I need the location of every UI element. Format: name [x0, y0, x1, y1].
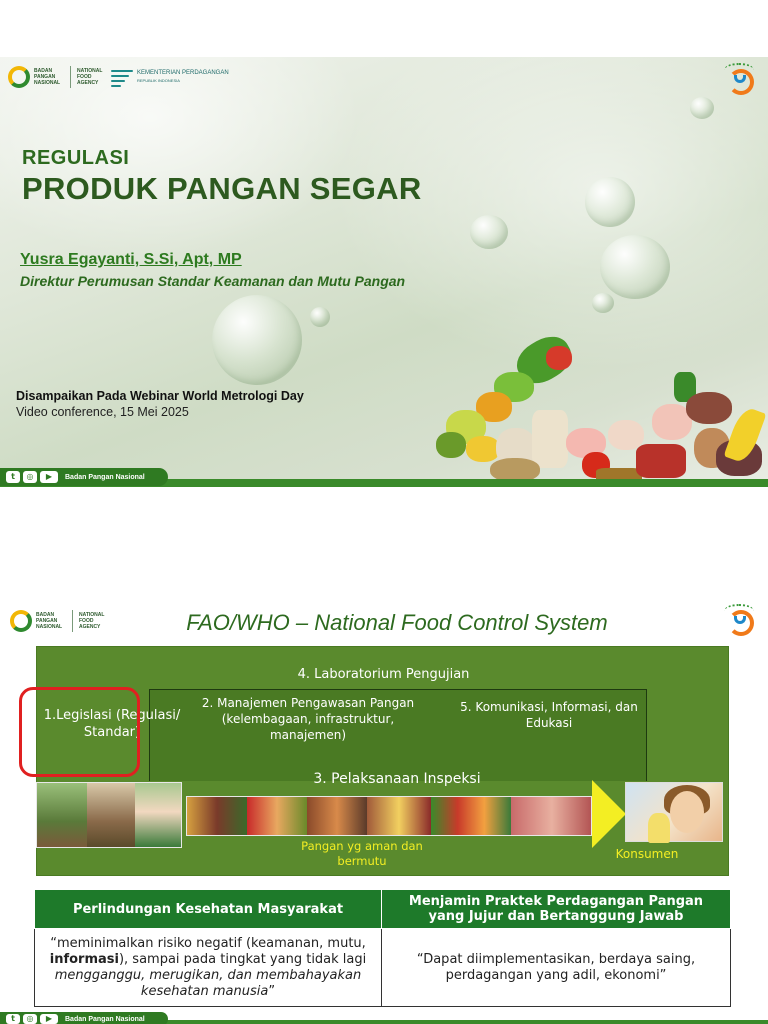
nfa-logo-text: NATIONAL FOOD AGENCY — [79, 612, 105, 630]
food-market-photos — [186, 796, 592, 836]
water-droplet — [470, 215, 508, 249]
safe-food-label: Pangan yg aman dan bermutu — [301, 839, 423, 868]
slide-title — [0, 610, 768, 636]
kemendag-name: KEMENTERIAN PERDAGANGAN — [137, 70, 229, 76]
bapanas-logo-text: BADAN PANGAN NASIONAL — [34, 68, 61, 86]
legislation-label: 1.Legislasi (Regulasi/ Standar) — [43, 708, 181, 740]
flow-arrow-icon — [592, 780, 626, 848]
trade-description: “Dapat diimplementasikan, berdaya saing, perdagangan yang adil, ekonomi” — [382, 929, 731, 1007]
presenter-role: Direktur Perumusan Standar Keamanan dan Mutu Pangan — [20, 273, 406, 289]
farmer-photos — [36, 782, 182, 848]
event-name: Disampaikan Pada Webinar World Metrologi Day — [16, 389, 304, 403]
water-droplet — [600, 235, 670, 299]
footer-label: Badan Pangan Nasional — [65, 473, 145, 481]
program-corner-logo-icon — [722, 61, 758, 97]
slide-title: PRODUK PANGAN SEGAR — [22, 171, 422, 206]
communication-label: 5. Komunikasi, Informasi, dan Edukasi — [460, 700, 638, 730]
twitter-icon[interactable]: t — [6, 471, 20, 483]
water-droplet — [690, 97, 714, 119]
consumer-label: Konsumen — [615, 847, 679, 861]
food-control-slide — [0, 600, 768, 1024]
slide-subtitle: REGULASI — [22, 147, 130, 169]
objectives-table — [34, 889, 731, 1007]
health-desc-part2: ), sampai pada tingkat yang tidak lagi — [118, 951, 367, 967]
bapanas-logo-text: BADAN PANGAN NASIONAL — [36, 612, 63, 630]
fresh-food-illustration — [436, 332, 768, 482]
management-label: 2. Manajemen Pengawasan Pangan (kelembagaan, infrastruktur, manajemen) — [201, 696, 415, 742]
slide-title-text: FAO/WHO – National Food Control System — [186, 610, 608, 635]
inspection-label: 3. Pelaksanaan Inspeksi — [313, 771, 481, 787]
table-header-trade: Menjamin Praktek Perdagangan Pangan yang Jujur dan Bertanggung Jawab — [382, 890, 731, 929]
consumer-photo — [625, 782, 723, 842]
water-droplet — [212, 295, 302, 385]
health-description — [35, 929, 382, 1007]
health-desc-italic: mengganggu, merugikan, dan membahayakan kesehatan manusia — [54, 967, 362, 999]
kemendag-logo-text — [137, 70, 229, 84]
footer-social-strip — [0, 1012, 168, 1024]
water-droplet — [592, 293, 614, 313]
water-droplet — [310, 307, 330, 327]
title-slide — [0, 57, 768, 487]
water-droplet — [585, 177, 635, 227]
event-date: Video conference, 15 Mei 2025 — [16, 405, 189, 419]
health-desc-part3: ” — [268, 983, 276, 999]
youtube-icon[interactable]: ▶ — [40, 471, 58, 483]
footer-social-strip — [0, 468, 168, 486]
youtube-icon[interactable]: ▶ — [40, 1014, 58, 1024]
logo-divider — [70, 66, 71, 88]
agency-logos — [8, 66, 229, 88]
table-row — [35, 929, 731, 1007]
table-header-health: Perlindungan Kesehatan Masyarakat — [35, 890, 382, 929]
table-header-row — [35, 890, 731, 929]
kemendag-sub: REPUBLIK INDONESIA — [137, 78, 180, 83]
presenter-name: Yusra Egayanti, S.Si, Apt, MP — [20, 251, 242, 268]
twitter-icon[interactable]: t — [6, 1014, 20, 1024]
bapanas-logo-icon — [8, 66, 30, 88]
instagram-icon[interactable]: ◎ — [23, 471, 37, 483]
health-desc-bold: informasi — [49, 951, 119, 967]
lab-label: 4. Laboratorium Pengujian — [297, 667, 470, 682]
instagram-icon[interactable]: ◎ — [23, 1014, 37, 1024]
health-desc-part1: “meminimalkan risiko negatif (keamanan, mutu, — [50, 935, 366, 951]
kemendag-logo-icon — [111, 67, 133, 87]
nfa-logo-text: NATIONAL FOOD AGENCY — [77, 68, 103, 86]
legislation-highlight — [19, 687, 140, 777]
footer-label: Badan Pangan Nasional — [65, 1015, 145, 1023]
